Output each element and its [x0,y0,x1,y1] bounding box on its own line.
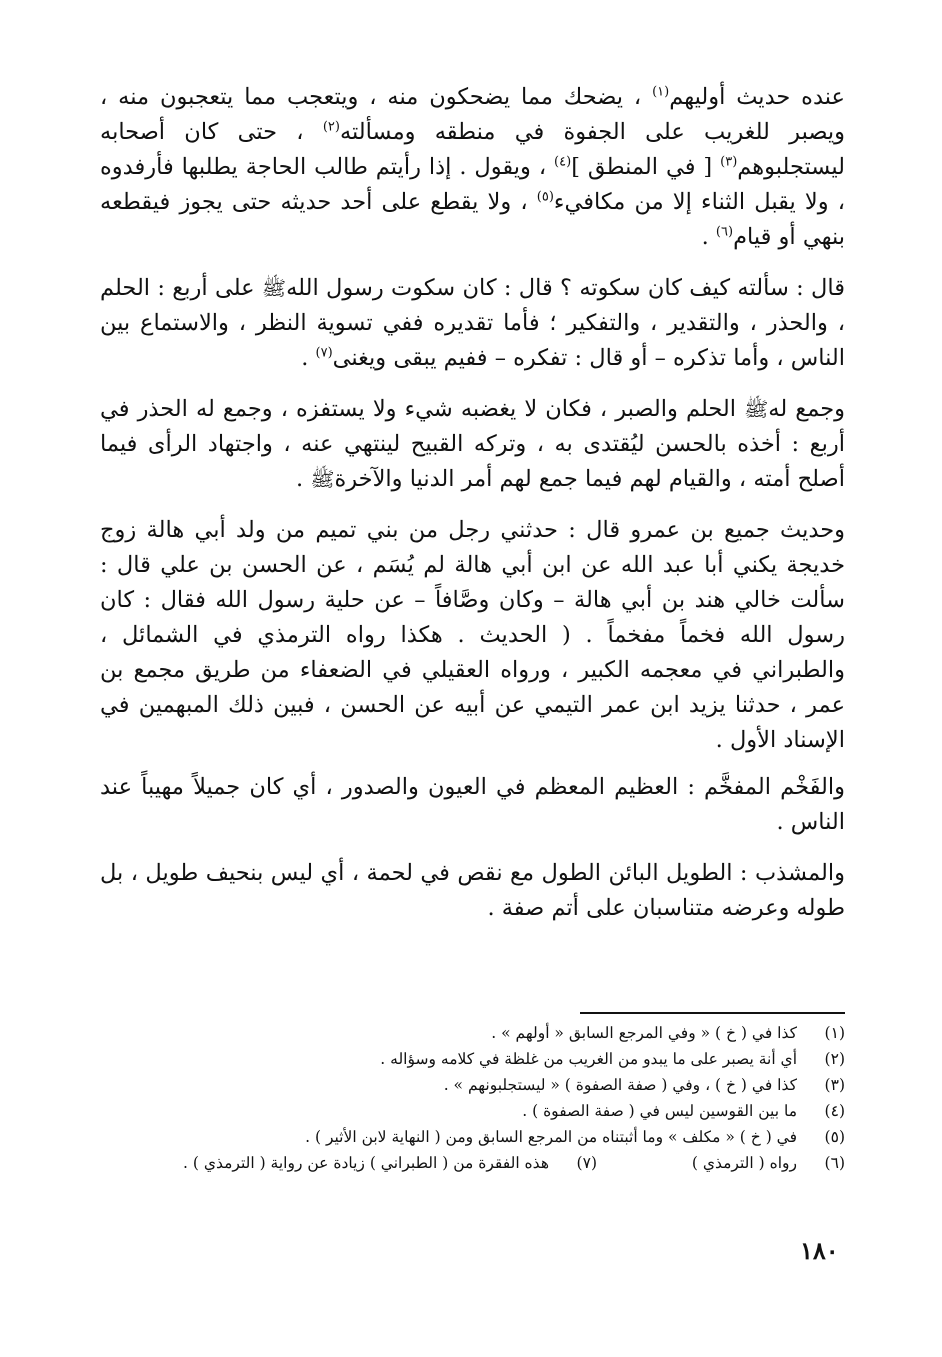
main-text [100,80,845,942]
footnote-text: كذا في ( خ ) ، وفي ( صفة الصفوة ) « ليستجلبونهم » . [443,1076,797,1094]
footnote-ref-4[interactable]: (٤) [554,154,572,170]
text-run: ، يضحك مما يضحكون منه ، ويتعجب مما يتعجبون منه ، ويصبر للغريب على الجفوة في منطقه ومسألته [100,84,845,145]
text-run: على أربع : الحلم ، والحذر ، والتقدير ، والتفكير ؛ فأما تقديره ففي تسوية النظر ، والاستماع بين الناس ، وأما تذكره – أو قال : تفكره – ففيم يبقى ويغنى [100,275,845,371]
text-run: ، ويقول . إذا رأيتم طالب الحاجة يطلبها فأرفدوه ، ولا يقبل الثناء إلا من مكافيء [100,154,845,215]
footnote-ref-2[interactable]: (٢) [322,119,340,135]
footnote-number: (٦) [824,1154,845,1172]
text-run: وجمع له [768,396,846,422]
footnote-text: هذه الفقرة من ( الطبراني ) زيادة عن رواية ( الترمذي ) . [183,1154,549,1172]
footnote-ref-6[interactable]: (٦) [715,224,734,240]
footnote-number: (٣) [824,1076,845,1094]
footnote-ref-3[interactable]: (٣) [720,154,738,170]
text-run: الحلم والصبر ، فكان لا يغضبه شيء ولا يستفزه ، وجمع له الحذر في أربع : أخذه بالحسن ليُقتدى به ، وتركه القبيح لينتهي عنه ، واجتهاد الرأى فيما أصلح أمته ، والقيام لهم فيما جمع لهم أمر الدنيا والآخرة [100,396,845,492]
text-run: . [701,224,716,250]
footnote-3 [100,1072,845,1098]
footnote-number: (٧) [576,1154,597,1172]
footnote-number: (٥) [824,1128,845,1146]
footnote-separator [580,1012,845,1014]
paragraph-1 [100,80,845,255]
paragraph-4: وحديث جميع بن عمرو قال : حدثني رجل من بني تميم من ولد أبي هالة زوج خديجة يكني أبا عبد الله عن ابن أبي هالة لم يُسَم ، عن الحسن بن علي قال : سألت خالي هند بن أبي هالة – وكان وصَّافاً – عن حلية رسول الله فقال : كان رسول الله فخماً مفخماً . ( الحديث . هكذا رواه الترمذي في الشمائل ، والطبراني في معجمه الكبير ، ورواه العقيلي في الضعفاء من طريق مجمع بن عمر ، حدثنا يزيد ابن عمر التيمي عن أبيه عن الحسن ، فبين ذلك المبهمين في الإسناد الأول . [100,517,845,753]
footnote-ref-1[interactable]: (١) [652,84,670,100]
footnotes [100,1020,845,1176]
footnote-ref-5[interactable]: (٥) [536,189,554,205]
footnote-1 [100,1020,845,1046]
footnote-number: (١) [824,1024,845,1042]
text-run: عنده حديث أوليهم [669,84,845,110]
paragraph-3 [100,392,845,497]
footnote-4 [100,1098,845,1124]
footnote-ref-7[interactable]: (٧) [315,345,333,361]
page-number: ١٨٠ [800,1236,839,1265]
salla-glyph: ﷺ [261,276,287,300]
text-run: . [296,466,311,492]
paragraph-2 [100,271,845,376]
paragraph-6: والمشذب : الطويل البائن الطول مع نقص في لحمة ، أي ليس بنحيف طويل ، بل طوله وعرضه متناسبان على أتم صفة . [100,860,845,921]
footnote-text: رواه ( الترمذي ) [691,1154,797,1172]
footnote-text: أي أنة يصبر على ما يبدو من الغريب من غلظة في كلامه وسؤاله . [380,1050,797,1068]
text-run: ، حتى كان أصحابه ليستجلبوهم [100,119,845,180]
footnote-text: كذا في ( خ ) « وفي المرجع السابق « أولهم » . [491,1024,797,1042]
footnote-gap [597,1150,617,1176]
salla-glyph: ﷺ [744,397,769,421]
salla-glyph: ﷺ [310,467,335,491]
text-run: قال : سألته كيف كان سكوته ؟ قال : كان سكوت رسول الله [286,275,845,301]
footnote-5 [100,1124,845,1150]
footnote-text: في ( خ ) « مكلف » وما أثبتناه من المرجع السابق ومن ( النهاية لابن الأثير ) . [305,1128,797,1146]
footnote-number: (٢) [824,1050,845,1068]
text-run: . [301,345,316,371]
text-run: [ في المنطق ] [571,154,721,180]
paragraph-5: والفَخْم المفخَّم : العظيم المعظم في العيون والصدور ، أي كان جميلاً مهيباً عند الناس . [100,774,845,835]
footnote-number: (٤) [824,1102,845,1120]
footnote-text: ما بين القوسين ليس في ( صفة الصفوة ) . [522,1102,797,1120]
footnote-2 [100,1046,845,1072]
text-run: ، ولا يقطع على أحد حديثه حتى يجوز فيقطعه بنهي أو قيام [100,189,845,250]
footnote-6-7 [100,1150,845,1176]
